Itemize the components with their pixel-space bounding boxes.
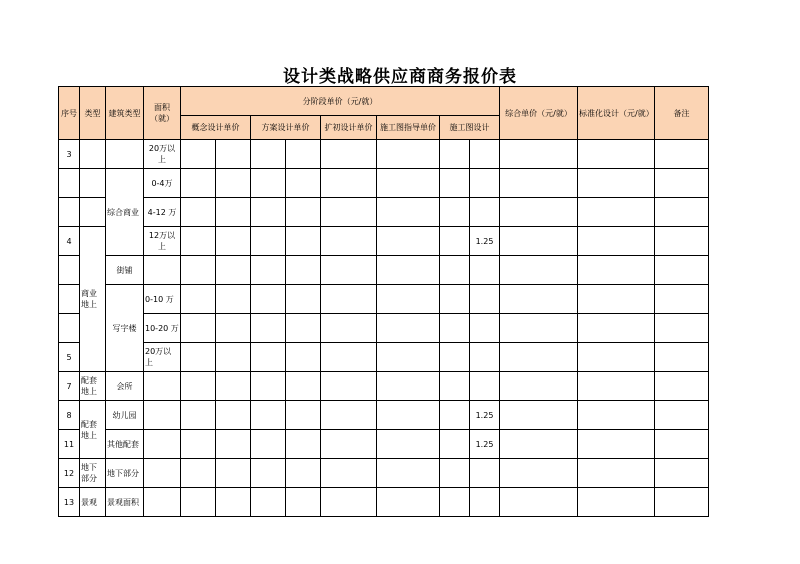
empty-cell bbox=[578, 198, 655, 227]
empty-cell bbox=[470, 488, 500, 517]
empty-cell bbox=[181, 285, 216, 314]
area-cell: 20万以上 bbox=[144, 140, 181, 169]
empty-cell bbox=[578, 314, 655, 343]
empty-cell bbox=[251, 401, 286, 430]
empty-cell bbox=[181, 140, 216, 169]
empty-cell bbox=[578, 140, 655, 169]
empty-cell bbox=[181, 198, 216, 227]
empty-cell bbox=[377, 314, 440, 343]
empty-cell bbox=[286, 401, 321, 430]
empty-cell bbox=[500, 140, 578, 169]
header-area: 面积（就） bbox=[144, 87, 181, 140]
empty-cell bbox=[181, 256, 216, 285]
table-row bbox=[59, 227, 709, 256]
header-concept: 概念设计单价 bbox=[181, 116, 251, 140]
area-cell: 10-20 万 bbox=[144, 314, 181, 343]
empty-cell bbox=[578, 285, 655, 314]
empty-cell bbox=[377, 459, 440, 488]
empty-cell bbox=[440, 169, 470, 198]
empty-cell bbox=[216, 227, 251, 256]
empty-cell bbox=[216, 430, 251, 459]
empty-cell bbox=[377, 140, 440, 169]
building-cell: 其他配套 bbox=[106, 430, 144, 459]
empty-cell bbox=[181, 314, 216, 343]
table-row bbox=[59, 372, 709, 401]
type-cell bbox=[80, 169, 106, 198]
empty-cell bbox=[181, 401, 216, 430]
empty-cell bbox=[500, 372, 578, 401]
empty-cell bbox=[216, 343, 251, 372]
empty-cell bbox=[655, 227, 709, 256]
empty-cell bbox=[321, 430, 377, 459]
type-cell bbox=[80, 198, 106, 227]
empty-cell bbox=[181, 169, 216, 198]
empty-cell bbox=[216, 140, 251, 169]
empty-cell bbox=[286, 314, 321, 343]
table-row bbox=[59, 459, 709, 488]
empty-cell bbox=[321, 459, 377, 488]
empty-cell bbox=[216, 459, 251, 488]
seq-cell: 8 bbox=[59, 401, 80, 430]
empty-cell bbox=[655, 372, 709, 401]
quote-table bbox=[58, 86, 709, 517]
area-cell: 0-10 万 bbox=[144, 285, 181, 314]
empty-cell bbox=[321, 372, 377, 401]
empty-cell bbox=[377, 256, 440, 285]
empty-cell bbox=[470, 169, 500, 198]
type-cell: 地下部分 bbox=[80, 459, 106, 488]
header-seq: 序号 bbox=[59, 87, 80, 140]
type-cell bbox=[80, 140, 106, 169]
empty-cell bbox=[321, 169, 377, 198]
type-cell: 景观 bbox=[80, 488, 106, 517]
table-row bbox=[59, 343, 709, 372]
empty-cell bbox=[578, 227, 655, 256]
area-cell: 0-4万 bbox=[144, 169, 181, 198]
building-cell: 幼儿园 bbox=[106, 401, 144, 430]
building-cell: 街铺 bbox=[106, 256, 144, 285]
empty-cell bbox=[655, 285, 709, 314]
empty-cell bbox=[216, 198, 251, 227]
empty-cell bbox=[500, 430, 578, 459]
building-cell: 会所 bbox=[106, 372, 144, 401]
table-row bbox=[59, 314, 709, 343]
empty-cell bbox=[216, 372, 251, 401]
empty-cell bbox=[321, 488, 377, 517]
area-cell bbox=[144, 256, 181, 285]
empty-cell bbox=[181, 343, 216, 372]
table-row bbox=[59, 488, 709, 517]
seq-cell bbox=[59, 256, 80, 285]
area-cell bbox=[144, 401, 181, 430]
empty-cell bbox=[470, 459, 500, 488]
empty-cell bbox=[578, 430, 655, 459]
header-overall-price: 综合单价（元/就） bbox=[500, 87, 578, 140]
empty-cell bbox=[286, 285, 321, 314]
empty-cell bbox=[500, 169, 578, 198]
empty-cell bbox=[251, 227, 286, 256]
empty-cell bbox=[440, 285, 470, 314]
empty-cell bbox=[377, 343, 440, 372]
empty-cell bbox=[286, 169, 321, 198]
empty-cell bbox=[216, 401, 251, 430]
seq-cell: 7 bbox=[59, 372, 80, 401]
empty-cell bbox=[377, 169, 440, 198]
header-type: 类型 bbox=[80, 87, 106, 140]
empty-cell bbox=[500, 459, 578, 488]
empty-cell bbox=[655, 140, 709, 169]
empty-cell bbox=[578, 401, 655, 430]
empty-cell bbox=[470, 314, 500, 343]
area-cell bbox=[144, 488, 181, 517]
seq-cell: 3 bbox=[59, 140, 80, 169]
building-group-commercial: 综合商业 bbox=[106, 169, 144, 256]
empty-cell bbox=[470, 140, 500, 169]
area-cell bbox=[144, 459, 181, 488]
building-cell bbox=[106, 140, 144, 169]
empty-cell bbox=[251, 314, 286, 343]
empty-cell bbox=[655, 488, 709, 517]
empty-cell bbox=[440, 227, 470, 256]
empty-cell bbox=[216, 314, 251, 343]
empty-cell bbox=[500, 488, 578, 517]
empty-cell bbox=[321, 140, 377, 169]
empty-cell bbox=[440, 459, 470, 488]
header-standard-design: 标准化设计（元/就） bbox=[578, 87, 655, 140]
header-building-type: 建筑类型 bbox=[106, 87, 144, 140]
header-scheme: 方案设计单价 bbox=[251, 116, 321, 140]
empty-cell bbox=[321, 343, 377, 372]
area-cell: 12万以上 bbox=[144, 227, 181, 256]
type-group-support: 配套地上 bbox=[80, 401, 106, 459]
construction-design-value: 1.25 bbox=[470, 227, 500, 256]
table-row bbox=[59, 285, 709, 314]
empty-cell bbox=[377, 227, 440, 256]
seq-cell bbox=[59, 285, 80, 314]
empty-cell bbox=[286, 256, 321, 285]
empty-cell bbox=[321, 227, 377, 256]
empty-cell bbox=[321, 285, 377, 314]
empty-cell bbox=[321, 198, 377, 227]
header-stage-price: 分阶段单价（元/就） bbox=[181, 87, 500, 116]
empty-cell bbox=[377, 430, 440, 459]
empty-cell bbox=[500, 256, 578, 285]
construction-design-value: 1.25 bbox=[470, 401, 500, 430]
building-cell: 景观面积 bbox=[106, 488, 144, 517]
header-construction-guidance: 施工图指导单价 bbox=[377, 116, 440, 140]
empty-cell bbox=[286, 343, 321, 372]
type-group-commercial: 商业地上 bbox=[80, 227, 106, 372]
empty-cell bbox=[440, 343, 470, 372]
empty-cell bbox=[377, 285, 440, 314]
empty-cell bbox=[655, 256, 709, 285]
empty-cell bbox=[578, 488, 655, 517]
construction-design-value: 1.25 bbox=[470, 430, 500, 459]
building-cell: 地下部分 bbox=[106, 459, 144, 488]
seq-cell bbox=[59, 198, 80, 227]
empty-cell bbox=[286, 372, 321, 401]
empty-cell bbox=[500, 314, 578, 343]
empty-cell bbox=[286, 198, 321, 227]
table-row bbox=[59, 430, 709, 459]
empty-cell bbox=[181, 488, 216, 517]
empty-cell bbox=[500, 343, 578, 372]
empty-cell bbox=[578, 256, 655, 285]
empty-cell bbox=[181, 227, 216, 256]
empty-cell bbox=[216, 488, 251, 517]
empty-cell bbox=[440, 198, 470, 227]
empty-cell bbox=[655, 430, 709, 459]
empty-cell bbox=[251, 459, 286, 488]
table-row bbox=[59, 169, 709, 198]
empty-cell bbox=[655, 169, 709, 198]
empty-cell bbox=[251, 343, 286, 372]
empty-cell bbox=[655, 314, 709, 343]
seq-cell: 11 bbox=[59, 430, 80, 459]
table-row bbox=[59, 198, 709, 227]
empty-cell bbox=[440, 401, 470, 430]
empty-cell bbox=[470, 343, 500, 372]
header-preliminary: 扩初设计单价 bbox=[321, 116, 377, 140]
empty-cell bbox=[377, 372, 440, 401]
empty-cell bbox=[578, 372, 655, 401]
seq-cell: 13 bbox=[59, 488, 80, 517]
empty-cell bbox=[251, 430, 286, 459]
empty-cell bbox=[655, 343, 709, 372]
empty-cell bbox=[470, 372, 500, 401]
empty-cell bbox=[251, 169, 286, 198]
empty-cell bbox=[181, 372, 216, 401]
empty-cell bbox=[286, 488, 321, 517]
empty-cell bbox=[440, 314, 470, 343]
empty-cell bbox=[578, 169, 655, 198]
empty-cell bbox=[377, 401, 440, 430]
empty-cell bbox=[440, 256, 470, 285]
empty-cell bbox=[440, 372, 470, 401]
empty-cell bbox=[440, 430, 470, 459]
header-remarks: 备注 bbox=[655, 87, 709, 140]
type-cell: 配套地上 bbox=[80, 372, 106, 401]
seq-cell: 12 bbox=[59, 459, 80, 488]
empty-cell bbox=[251, 488, 286, 517]
empty-cell bbox=[440, 488, 470, 517]
empty-cell bbox=[251, 372, 286, 401]
empty-cell bbox=[655, 401, 709, 430]
area-cell: 4-12 万 bbox=[144, 198, 181, 227]
empty-cell bbox=[286, 459, 321, 488]
empty-cell bbox=[470, 198, 500, 227]
seq-cell bbox=[59, 169, 80, 198]
empty-cell bbox=[578, 459, 655, 488]
empty-cell bbox=[216, 285, 251, 314]
area-cell: 20万以上 bbox=[144, 343, 181, 372]
empty-cell bbox=[321, 401, 377, 430]
empty-cell bbox=[251, 256, 286, 285]
header-row-1 bbox=[59, 87, 709, 116]
empty-cell bbox=[216, 169, 251, 198]
empty-cell bbox=[500, 285, 578, 314]
empty-cell bbox=[440, 140, 470, 169]
header-construction-design: 施工图设计 bbox=[440, 116, 500, 140]
empty-cell bbox=[578, 343, 655, 372]
table-row bbox=[59, 140, 709, 169]
empty-cell bbox=[286, 140, 321, 169]
empty-cell bbox=[286, 430, 321, 459]
empty-cell bbox=[181, 430, 216, 459]
empty-cell bbox=[655, 459, 709, 488]
empty-cell bbox=[500, 198, 578, 227]
seq-cell: 4 bbox=[59, 227, 80, 256]
empty-cell bbox=[251, 140, 286, 169]
empty-cell bbox=[470, 256, 500, 285]
page-title: 设计类战略供应商商务报价表 bbox=[283, 67, 517, 87]
empty-cell bbox=[500, 401, 578, 430]
table-row bbox=[59, 256, 709, 285]
empty-cell bbox=[377, 198, 440, 227]
empty-cell bbox=[321, 256, 377, 285]
empty-cell bbox=[321, 314, 377, 343]
empty-cell bbox=[377, 488, 440, 517]
empty-cell bbox=[251, 285, 286, 314]
seq-cell: 5 bbox=[59, 343, 80, 372]
table-row bbox=[59, 401, 709, 430]
empty-cell bbox=[655, 198, 709, 227]
empty-cell bbox=[216, 256, 251, 285]
empty-cell bbox=[181, 459, 216, 488]
area-cell bbox=[144, 372, 181, 401]
empty-cell bbox=[251, 198, 286, 227]
empty-cell bbox=[470, 285, 500, 314]
area-cell bbox=[144, 430, 181, 459]
building-group-office: 写字楼 bbox=[106, 285, 144, 372]
empty-cell bbox=[500, 227, 578, 256]
empty-cell bbox=[286, 227, 321, 256]
seq-cell bbox=[59, 314, 80, 343]
